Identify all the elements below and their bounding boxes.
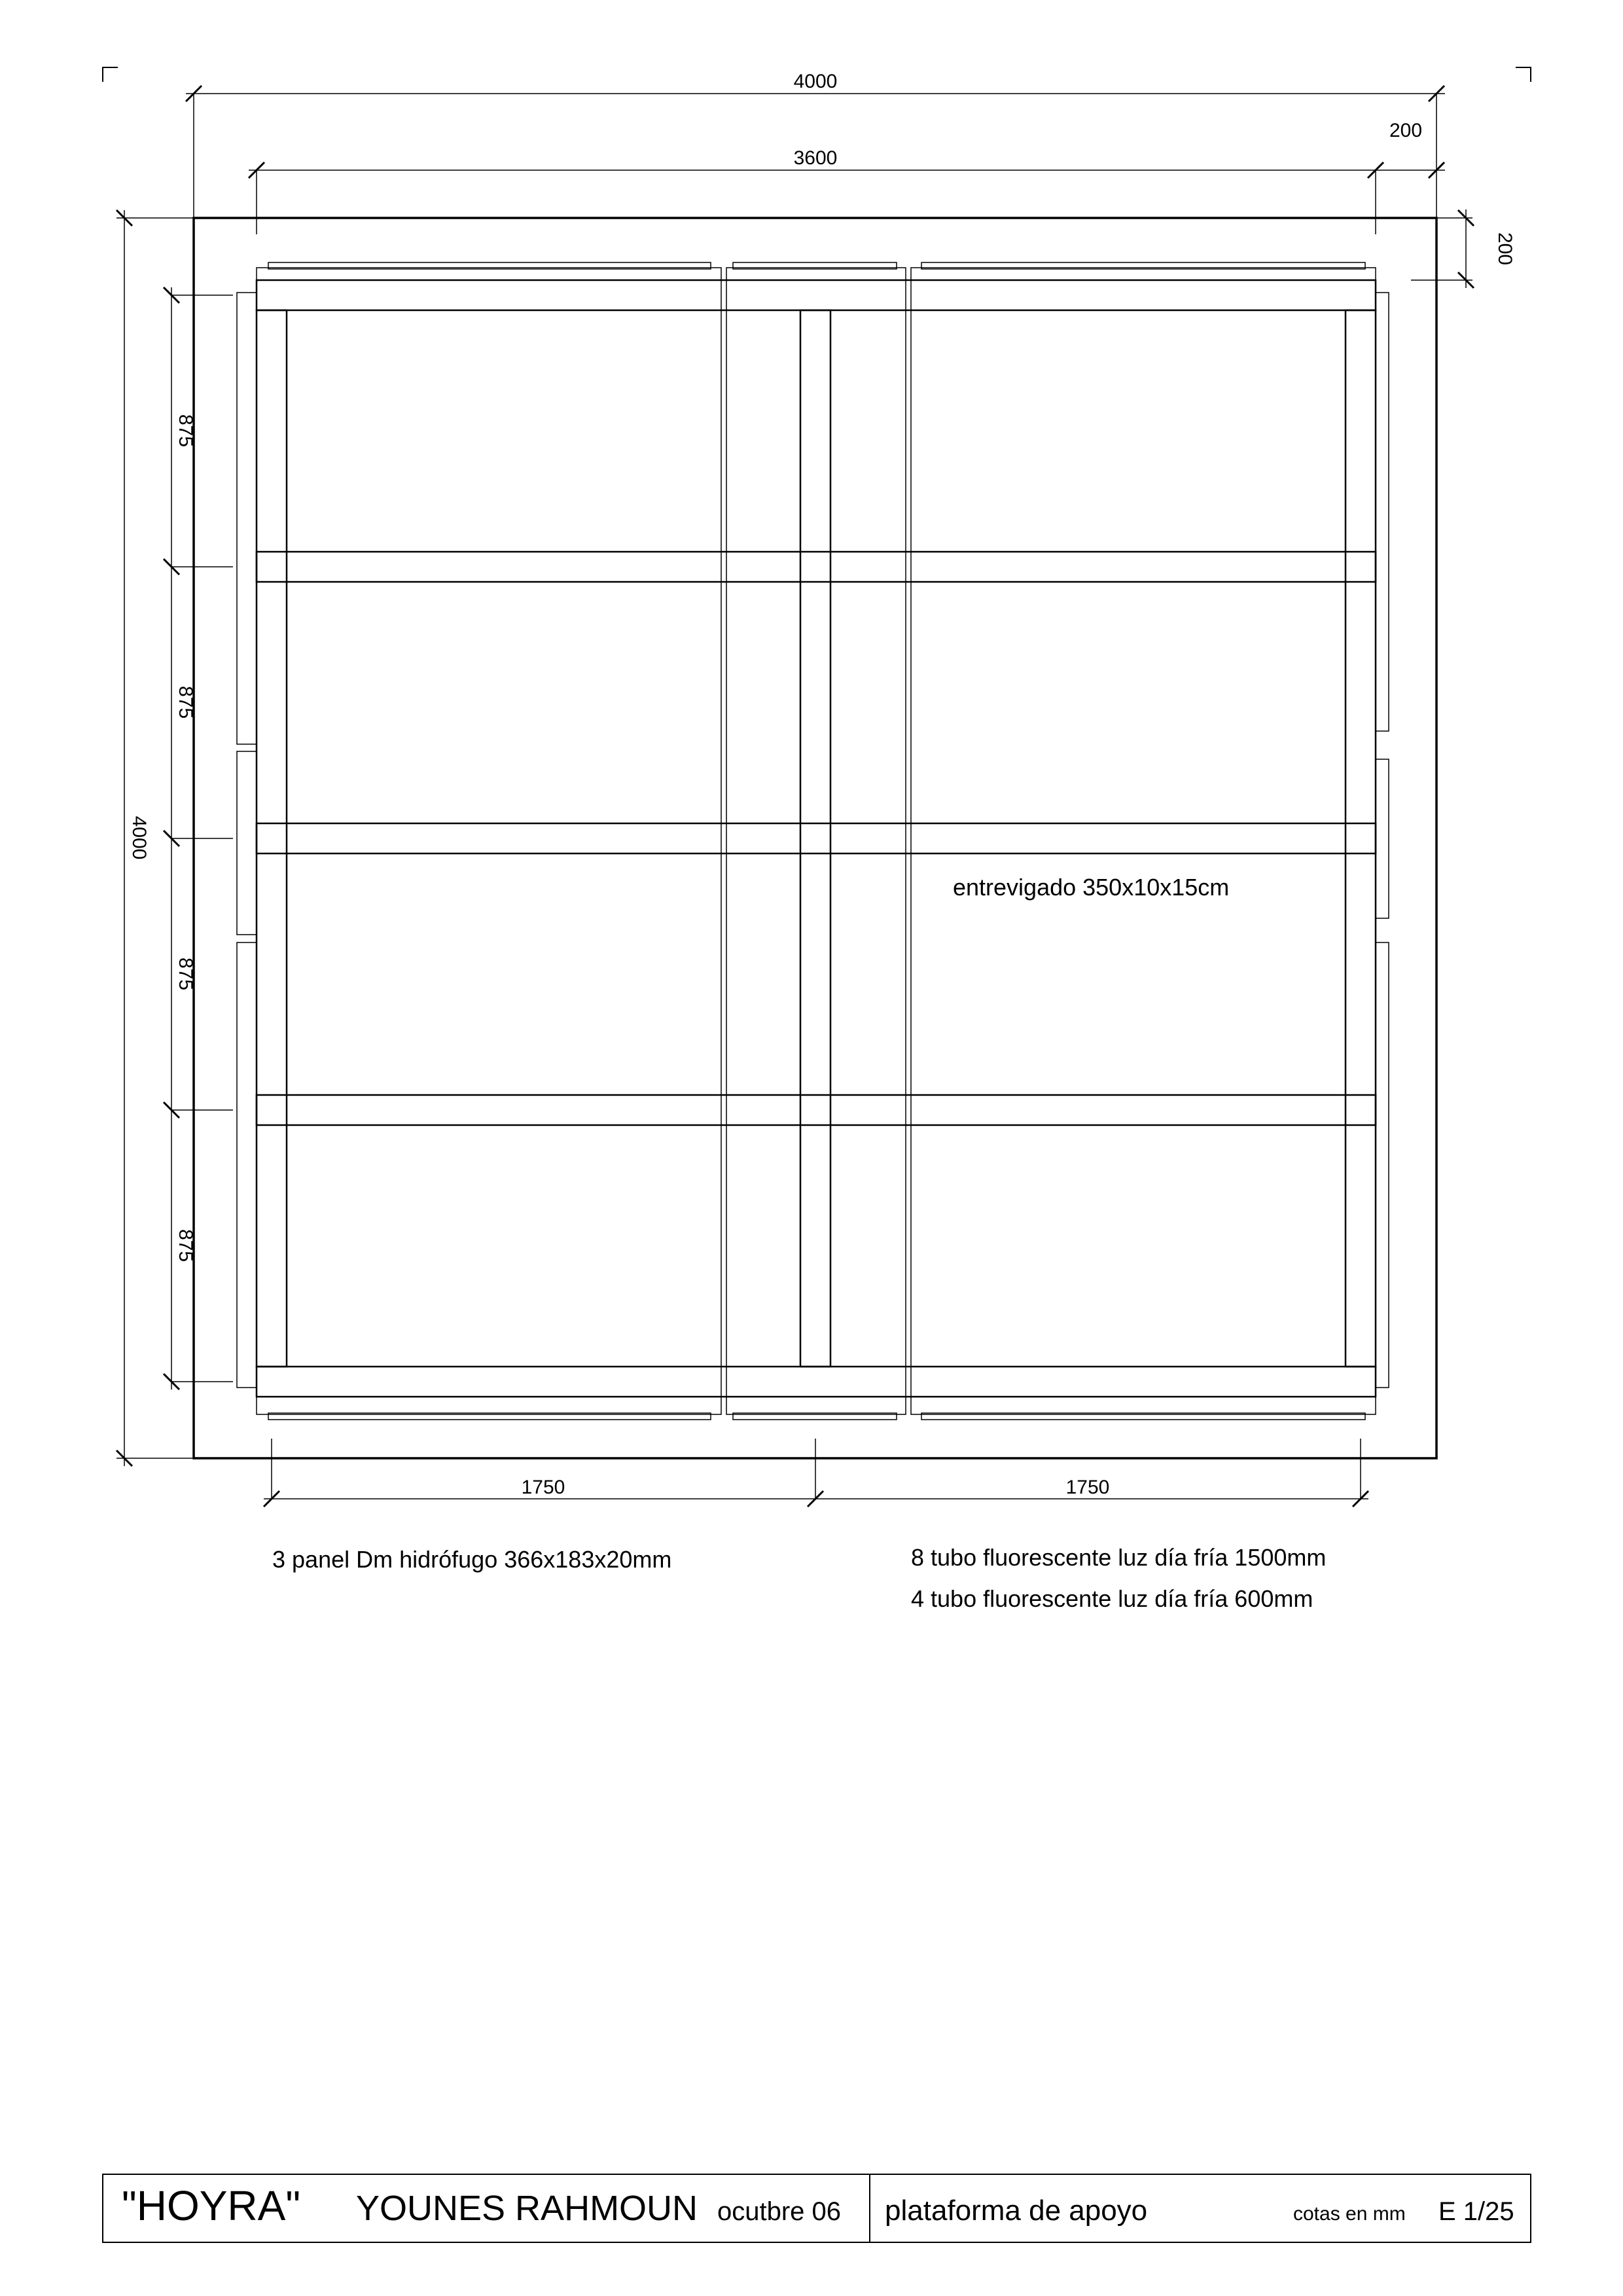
drawing-date: ocutbre 06 [717, 2197, 842, 2226]
tube-short-note: 4 tubo fluorescente luz día fría 600mm [911, 1585, 1313, 1612]
dim-margin-top: 200 [1389, 120, 1423, 141]
dimension-ticks [116, 86, 1474, 1507]
platform-outline [194, 218, 1436, 1458]
drawing-scale: E 1/25 [1438, 2197, 1514, 2226]
dim-bay-1: 875 [175, 414, 196, 448]
tube-long-note: 8 tubo fluorescente luz día fría 1500mm [911, 1544, 1327, 1571]
joist-note: entrevigado 350x10x15cm [953, 874, 1230, 901]
author-name: YOUNES RAHMOUN [356, 2189, 698, 2228]
dim-inner-width: 3600 [793, 147, 838, 169]
dim-total-width: 4000 [793, 71, 838, 92]
units-note: cotas en mm [1293, 2203, 1406, 2225]
dim-bay-3: 875 [175, 957, 196, 991]
title-block [103, 2174, 1531, 2242]
dim-bay-2: 875 [175, 685, 196, 719]
project-name: "HOYRA" [122, 2182, 301, 2229]
dim-span-left: 1750 [521, 1477, 565, 1498]
drawing-title: plataforma de apoyo [885, 2195, 1148, 2227]
frame-beams [257, 280, 1376, 1397]
dimension-lines [116, 94, 1472, 1499]
dim-bay-4: 875 [175, 1229, 196, 1263]
dim-margin-right: 200 [1494, 232, 1516, 266]
dim-span-right: 1750 [1065, 1477, 1110, 1498]
panel-note: 3 panel Dm hidrófugo 366x183x20mm [272, 1546, 672, 1573]
dim-total-height: 4000 [128, 816, 150, 860]
support-panels [237, 262, 1389, 1420]
